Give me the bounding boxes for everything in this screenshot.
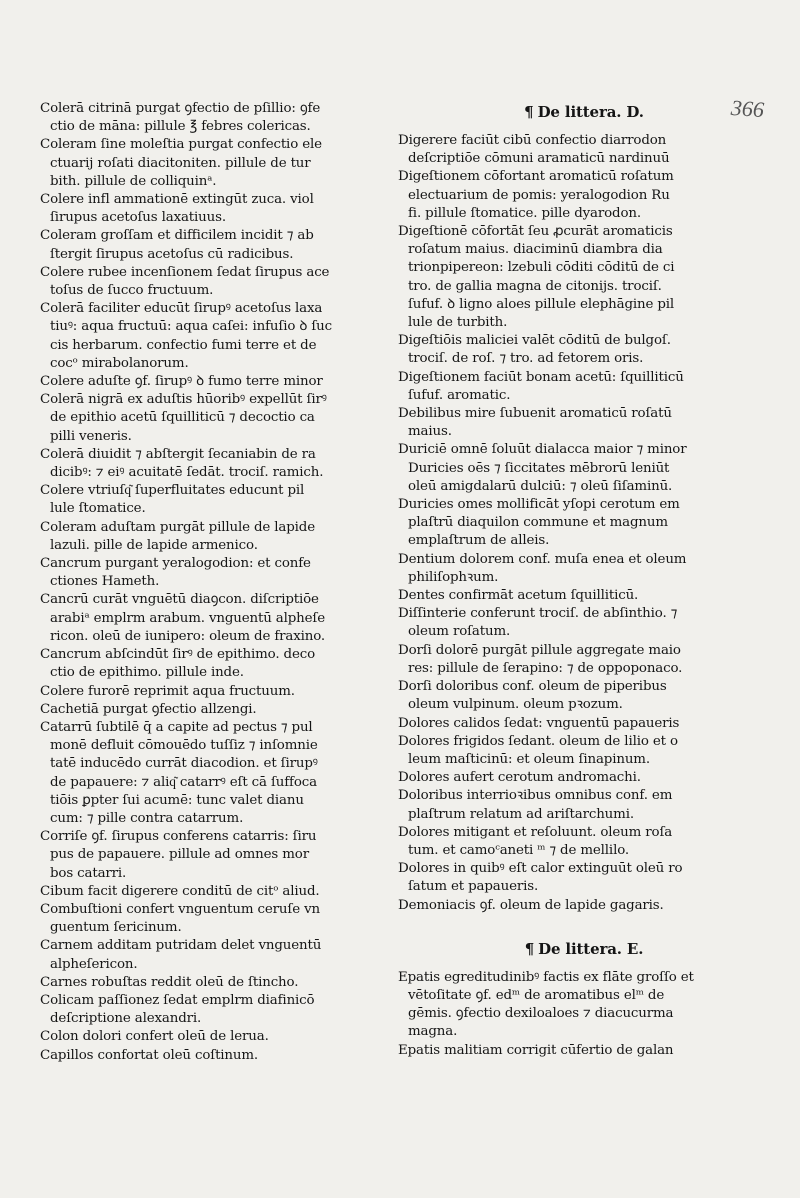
text-line: toſus de ſucco fructuum. xyxy=(50,283,214,299)
text-line: lule ſtomatice. xyxy=(50,501,146,517)
text-line: cum: ⁊ pille contra catarrum. xyxy=(50,810,244,826)
text-line: Colere furorē reprimit aqua fructuum. xyxy=(40,683,295,699)
text-entry xyxy=(398,824,770,860)
text-line: Colere aduſte ꝯf. ſirupꝰ ꝺ fumo terre minor xyxy=(40,374,323,390)
text-line: ſtergit ſirupus acetoſus cū radicibus. xyxy=(50,246,294,262)
text-line: Digeſtiōis maliciei valēt cōditū de bulgoſ. xyxy=(398,333,671,349)
text-line: Colerā faciliter educūt ſirupꝰ acetoſus laxa xyxy=(40,301,323,317)
text-entry xyxy=(40,519,400,555)
text-entry xyxy=(40,683,400,701)
text-line: Cancrum purgant yeralogodion: et confe xyxy=(40,556,311,572)
text-line: tatē inducēdo currāt diacodion. et ſirupꝰ xyxy=(50,756,318,772)
section-gap xyxy=(398,915,770,937)
text-line: tro. de gallia magna de citonijs. trociſ. xyxy=(408,278,662,294)
text-line: arabiᵃ emplrm arabum. vnguentū alpheſe xyxy=(50,610,326,626)
text-entry xyxy=(398,405,770,441)
text-entry xyxy=(398,587,770,605)
text-entry xyxy=(40,446,400,482)
text-entry xyxy=(40,974,400,992)
text-line: Coleram groſſam et difficilem incidit ⁊ ab xyxy=(40,228,314,244)
text-line: oleum vulpinum. oleum pꝛozum. xyxy=(408,697,623,713)
text-entry xyxy=(40,555,400,591)
text-line: tiuꝰ: aqua fructuū: aqua caſei: infuſio ꝺ ſuc xyxy=(50,319,332,335)
text-line: Colere infl ammationē extingūt zuca. viol xyxy=(40,192,314,208)
text-line: deſcriptiōe cōmuni aramaticū nardinuū xyxy=(408,151,670,167)
text-line: bith. pillule de colliquinᵃ. xyxy=(50,173,217,189)
text-line: Colerā citrinā purgat ꝯfectio de pſillio: ꝯfe xyxy=(40,101,321,116)
text-line: ctio de māna: pillule ℥ febres colericas. xyxy=(50,119,311,135)
text-line: pilli veneris. xyxy=(50,428,132,444)
text-line: ctio de epithimo. pillule inde. xyxy=(50,665,244,681)
text-line: Diſſinterie conferunt trociſ. de abſinthio. ⁊ xyxy=(398,606,678,622)
folio-number: 366 xyxy=(730,94,765,123)
text-line: ctiones Hameth. xyxy=(50,574,160,590)
text-line: trionpipereon: lzebuli cōditi cōditū de ci xyxy=(408,260,675,276)
text-line: Corriſe ꝯf. ſirupus conferens catarris: ſiru xyxy=(40,829,317,845)
text-entry xyxy=(40,482,400,518)
text-line: maius. xyxy=(408,424,452,440)
text-entry xyxy=(40,391,400,446)
text-line: Carnes robuſtas reddit oleū de ſtincho. xyxy=(40,974,299,990)
text-line: Colerā diuidit ⁊ abſtergit ſecaniabin de ra xyxy=(40,446,316,462)
text-entry xyxy=(398,332,770,368)
text-line: Capillos confortat oleū coſtinum. xyxy=(40,1047,259,1063)
section-heading-d: ¶ De littera. D. xyxy=(524,103,644,121)
pilcrow-icon: ¶ xyxy=(524,103,534,121)
text-entry xyxy=(398,897,770,915)
text-line: Duriciē omnē ſoluūt dialacca maior ⁊ minor xyxy=(398,442,687,458)
text-line: leum maſticinū: et oleum ſinapinum. xyxy=(408,751,650,767)
text-line: Colere rubee incenſionem ſedat ſirupus ace xyxy=(40,264,330,280)
text-line: lazuli. pille de lapide armenico. xyxy=(50,537,258,553)
text-entry xyxy=(40,100,400,136)
text-line: vētoſitate ꝯf. edᵐ de aromatibus elᵐ de xyxy=(408,987,665,1003)
text-line: Epatis malitiam corrigit cūfertio de galan xyxy=(398,1042,674,1058)
text-line: Catarrū ſubtilē q̄ a capite ad pectus ⁊ pul xyxy=(40,719,313,735)
text-line: ctuarij roſati diacitoniten. pillule de tur xyxy=(50,155,311,171)
text-line: Digeſtionē cōfortāt ſeu ꝓcurāt aromaticis xyxy=(398,224,673,240)
text-line: Cibum facit digerere conditū de citᵒ aliud. xyxy=(40,883,320,899)
text-entry xyxy=(40,883,400,901)
text-line: Dentium dolorem conf. muſa enea et oleum xyxy=(398,551,687,567)
text-line: dicibꝰ: ⁊ eiꝰ acuitatē ſedāt. trociſ. ramich. xyxy=(50,465,324,481)
text-line: Coleram ſine moleſtia purgat confectio ele xyxy=(40,137,322,153)
text-entry xyxy=(40,646,400,682)
text-entry xyxy=(40,1028,400,1046)
text-line: plaſtrum relatum ad ariſtarchumi. xyxy=(408,806,634,822)
text-entry xyxy=(398,860,770,896)
text-line: Dolores in quibꝰ eſt calor extinguūt oleū ro xyxy=(398,861,683,877)
text-line: de papauere: ⁊ aliq͂ catarrꝰ eſt cā ſuffoca xyxy=(50,774,317,790)
text-line: res: pillule de ſerapino: ⁊ de oppoponaco. xyxy=(408,660,683,676)
text-line: Dolores aufert cerotum andromachi. xyxy=(398,770,641,786)
text-line: electuarium de pomis: yeralogodion Ru xyxy=(408,187,670,203)
text-line: Digeſtionem cōfortant aromaticū roſatum xyxy=(398,169,674,185)
text-entry xyxy=(40,719,400,828)
text-line: Cancrum abſcindūt ſirꝰ de epithimo. deco xyxy=(40,647,316,663)
text-entry xyxy=(40,1047,400,1065)
pilcrow-icon: ¶ xyxy=(524,939,535,958)
text-line: magna. xyxy=(408,1024,458,1040)
text-line: fi. pillule ſtomatice. pille dyarodon. xyxy=(408,205,641,221)
text-line: gēmis. ꝯfectio dexiloaloes ⁊ diacucurma xyxy=(408,1006,674,1022)
text-entry xyxy=(40,937,400,973)
text-line: cis herbarum. confectio fumi terre et de xyxy=(50,337,317,353)
text-line: Doloribus interrioꝛibus omnibus conf. em xyxy=(398,788,673,804)
text-entry xyxy=(398,787,770,823)
text-entry xyxy=(40,136,400,191)
text-entry xyxy=(40,300,400,373)
section-heading-e: ¶ De littera. E. xyxy=(524,939,644,958)
text-line: Debilibus mire ſubuenit aromaticū roſatū xyxy=(398,406,672,422)
text-entry xyxy=(40,828,400,883)
text-line: oleum roſatum. xyxy=(408,624,511,640)
text-line: Duricies omes mollificāt yſopi cerotum em xyxy=(398,497,680,513)
text-line: pus de papauere. pillule ad omnes mor xyxy=(50,847,309,863)
text-entry xyxy=(40,191,400,227)
entries-e xyxy=(398,969,770,1060)
text-line: de epithio acetū ſquilliticū ⁊ decoctio ca xyxy=(50,410,315,426)
text-line: Dentes confirmāt acetum ſquilliticū. xyxy=(398,588,639,604)
text-entry xyxy=(398,733,770,769)
text-line: Dolores mitigant et reſoluunt. oleum roſa xyxy=(398,824,673,840)
text-entry xyxy=(398,605,770,641)
text-entry xyxy=(398,168,770,223)
text-entry xyxy=(398,1042,770,1060)
text-entry xyxy=(398,551,770,587)
text-entry xyxy=(40,227,400,263)
text-line: roſatum maius. diaciminū diambra dia xyxy=(408,242,663,258)
text-line: lule de turbith. xyxy=(408,315,508,331)
text-entry xyxy=(398,678,770,714)
text-line: Epatis egreditudinibꝰ factis ex flāte groſſo et xyxy=(398,969,694,985)
text-line: Colicam paſſionez ſedat emplrm diafinicō xyxy=(40,992,315,1008)
entries-d xyxy=(398,132,770,915)
text-line: bos catarri. xyxy=(50,865,127,881)
text-line: ſufuf. ꝺ ligno aloes pillule elephāgine pil xyxy=(408,296,675,312)
text-line: Cancrū curāt vnguētū diaꝯcon. diſcriptiōe xyxy=(40,592,319,608)
text-line: Dorſi doloribus conf. oleum de piperibus xyxy=(398,679,667,695)
text-entry xyxy=(398,769,770,787)
text-line: Dorſi dolorē purgāt pillule aggregate maio xyxy=(398,642,681,658)
text-line: Colere vtriuſq͂ ſuperfluitates educunt pil xyxy=(40,483,305,499)
text-entry xyxy=(398,642,770,678)
text-entry xyxy=(398,715,770,733)
text-line: emplaſtrum de alleis. xyxy=(408,533,550,549)
text-line: oleū amigdalarū dulciū: ⁊ oleū ſiſaminū. xyxy=(408,478,673,494)
text-line: plaſtrū diaquilon commune et magnum xyxy=(408,515,668,531)
text-line: Dolores frigidos ſedant. oleum de lilio et o xyxy=(398,733,678,749)
text-line: ricon. oleū de iunipero: oleum de fraxino. xyxy=(50,628,326,644)
text-entry xyxy=(398,132,770,168)
text-entry xyxy=(398,441,770,496)
text-line: tiōis ꝑpter ſui acumē: tunc valet dianu xyxy=(50,792,304,808)
text-line: Demoniacis ꝯf. oleum de lapide gagaris. xyxy=(398,897,664,913)
text-entry xyxy=(398,223,770,332)
text-line: Dolores calidos ſedat: vnguentū papaueris xyxy=(398,715,680,731)
text-entry xyxy=(40,992,400,1028)
text-line: Carnem additam putridam delet vnguentū xyxy=(40,938,322,954)
text-line: Digeſtionem faciūt bonam acetū: ſquilliticū xyxy=(398,369,684,385)
text-line: guentum ſericinum. xyxy=(50,920,182,936)
text-entry xyxy=(398,496,770,551)
text-entry xyxy=(40,901,400,937)
text-entry xyxy=(40,264,400,300)
text-line: Coleram aduſtam purgāt pillule de lapide xyxy=(40,519,315,535)
text-line: ſatum et papaueris. xyxy=(408,879,539,895)
text-entry xyxy=(398,369,770,405)
text-line: alpheſericon. xyxy=(50,956,138,972)
text-line: philiſophꝛum. xyxy=(408,569,499,585)
left-column xyxy=(40,100,400,1065)
text-line: cocᵒ mirabolanorum. xyxy=(50,355,189,371)
text-line: Colon dolori confert oleū de lerua. xyxy=(40,1029,269,1045)
text-line: Colerā nigrā ex aduſtis hūoribꝰ expellūt ſirꝰ xyxy=(40,392,327,408)
text-line: Cachetiā purgat ꝯfectio allzengi. xyxy=(40,701,257,717)
text-line: ſirupus acetoſus laxatiuus. xyxy=(50,210,226,226)
text-line: trociſ. de roſ. ⁊ tro. ad fetorem oris. xyxy=(408,351,644,367)
text-line: Digerere faciūt cibū confectio diarrodon xyxy=(398,133,667,148)
text-entry xyxy=(398,969,770,1042)
text-entry xyxy=(40,373,400,391)
text-line: monē defluit cōmouēdo tuſſiz ⁊ inſomnie xyxy=(50,738,318,754)
text-line: Duricies oēs ⁊ ſiccitates mēbrorū leniūt xyxy=(408,460,670,476)
text-line: Combuſtioni confert vnguentum ceruſe vn xyxy=(40,901,320,917)
text-line: deſcriptione alexandri. xyxy=(50,1011,202,1027)
text-line: ſufuf. aromatic. xyxy=(408,387,511,403)
text-entry xyxy=(40,591,400,646)
text-line: tum. et camoᶜaneti ᵐ ⁊ de mellilo. xyxy=(408,842,629,858)
text-entry xyxy=(40,701,400,719)
right-column xyxy=(398,100,770,1060)
